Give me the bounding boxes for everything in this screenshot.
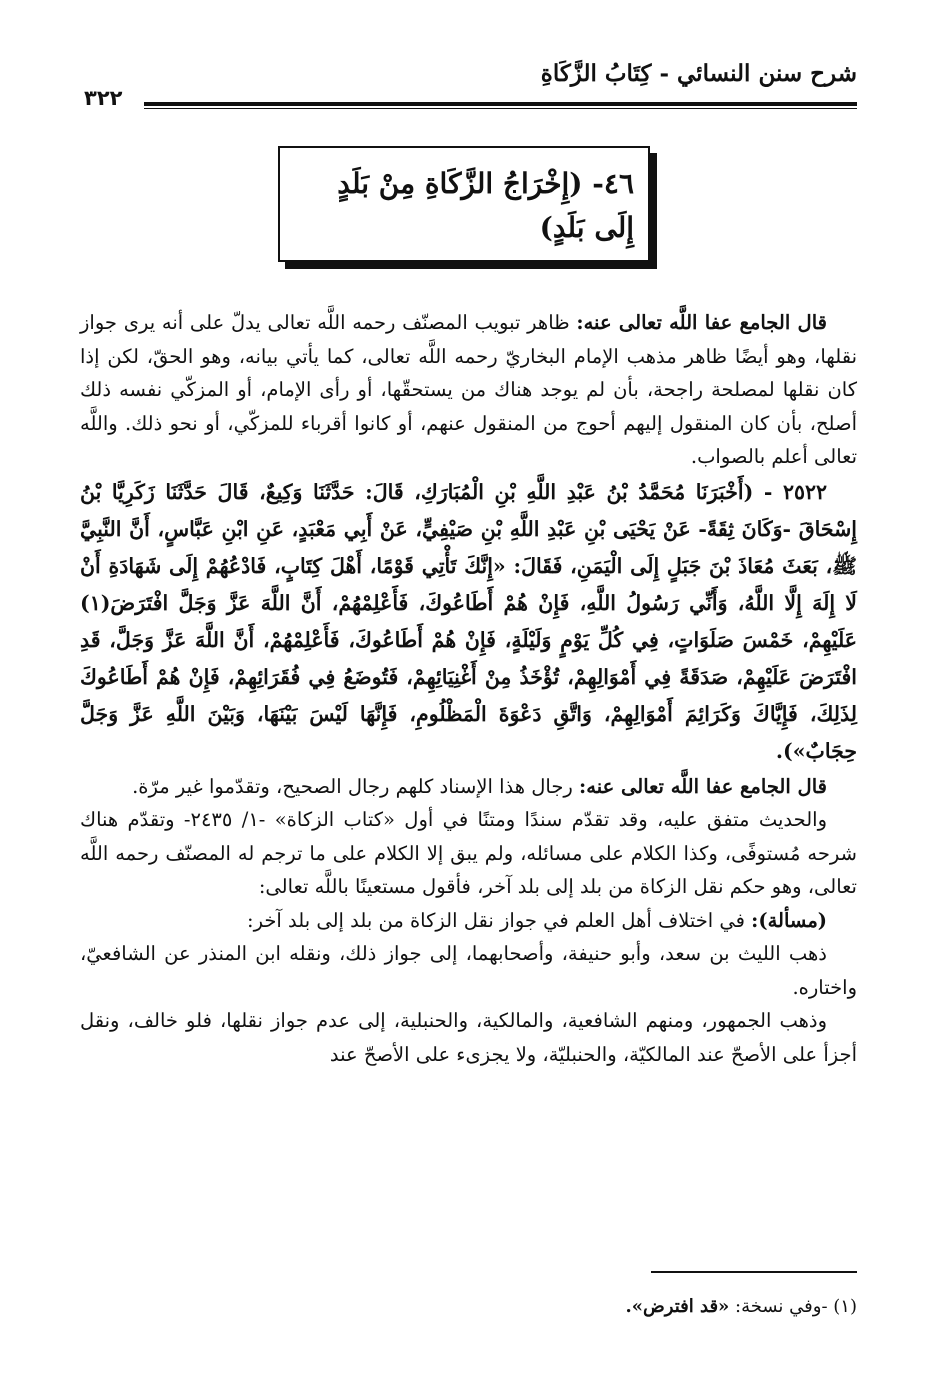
running-title: شرح سنن النسائي - كِتَابُ الزَّكَاةِ [540,60,857,87]
page-header [84,50,857,112]
footnote [625,1296,857,1317]
header-rule [144,102,857,106]
page-number: ٣٢٢ [84,86,123,110]
issue-lead: (مسألة): [751,908,827,932]
footnote-text: «قد افترض». [625,1296,730,1317]
hadith-text: ٢٥٢٢ - (أَخْبَرَنَا مُحَمَّدُ بْنُ عَبْدِ اللَّهِ بْنِ الْمُبَارَكِ، قَالَ: حَدَّثَنَا وَكِيعٌ، قَالَ حَدَّثَنَا زَكَرِيَّا بْنُ إِسْحَاقَ -وَكَانَ ثِقَةً- عَنْ يَحْيَى بْنِ عَبْدِ اللَّهِ بْنِ صَيْفِيٍّ، عَنْ أَبِي مَعْبَدٍ، عَنِ ابْنِ عَبَّاسٍ، أَنَّ النَّبِيَّ ﷺ، بَعَثَ مُعَاذَ بْنَ جَبَلٍ إِلَى الْيَمَنِ، فَقَالَ: «إِنَّكَ تَأْتِي قَوْمًا، أَهْلَ كِتَابٍ، فَادْعُهُمْ إِلَى شَهَادَةِ أَنْ لَا إِلَهَ إِلَّا اللَّهُ، وَأَنِّي رَسُولُ اللَّهِ، فَإِنْ هُمْ أَطَاعُوكَ، فَأَعْلِمْهُمْ، أَنَّ اللَّهَ عَزَّ وَجَلَّ افْتَرَضَ(١) عَلَيْهِمْ، خَمْسَ صَلَوَاتٍ، فِي كُلِّ يَوْمٍ وَلَيْلَةٍ، فَإِنْ هُمْ أَطَاعُوكَ، فَأَعْلِمْهُمْ، أَنَّ اللَّهَ عَزَّ وَجَلَّ، قَدِ افْتَرَضَ عَلَيْهِمْ، صَدَقَةً فِي أَمْوَالِهِمْ، تُؤْخَذُ مِنْ أَغْنِيَائِهِمْ، فَتُوضَعُ فِي فُقَرَائِهِمْ، فَإِنْ هُمْ أَطَاعُوكَ لِذَلِكَ، فَإِيَّاكَ وَكَرَائِمَ أَمْوَالِهِمْ، وَاتَّقِ دَعْوَةَ الْمَظْلُومِ، فَإِنَّهَا لَيْسَ بَيْنَهَا، وَبَيْنَ اللَّهِ عَزَّ وَجَلَّ حِجَابٌ»). [80,479,857,763]
chapter-heading-box [278,146,650,262]
chapter-title: ٤٦- (إِخْرَاجُ الزَّكَاةِ مِنْ بَلَدٍ إِلَى بَلَدٍ) [337,167,634,244]
commentary-paragraph [80,770,857,804]
commentary-paragraph: ذهب الليث بن سعد، وأبو حنيفة، وأصحابهما، إلى جواز ذلك، ونقله ابن المنذر عن الشافعيّ، واختاره. [80,942,857,999]
header-rule-thin [144,108,857,109]
commentary-lead: قال الجامع عفا اللَّه تعالى عنه: [579,774,827,798]
footnote-separator [651,1271,857,1273]
issue-paragraph [80,904,857,938]
commentary-paragraph [80,306,857,474]
commentary-text: ظاهر تبويب المصنّف رحمه اللَّه تعالى يدلّ على أنه يرى جواز نقلها، وهو أيضًا ظاهر مذهب الإمام البخاريّ رحمه اللَّه تعالى، كما يأتي بيانه، وهو الحقّ، لكن إذا كان نقلها لمصلحة راجحة، بأن لم يوجد هناك من يستحقّها، أو رأى الإمام، أو المزكّي نفسه ذلك أصلح، بأن كان المنقول إليهم أحوج من المنقول عنهم، أو كانوا أقرباء للمزكّي، أو نحو ذلك. واللَّه تعالى أعلم بالصواب. [80,311,857,468]
issue-text: في اختلاف أهل العلم في جواز نقل الزكاة من بلد إلى بلد آخر: [247,908,752,932]
commentary-paragraph: والحديث متفق عليه، وقد تقدّم سندًا ومتنًا في أول «كتاب الزكاة» -١/ ٢٤٣٥- وتقدّم هناك شرحه مُستوفًى، وكذا الكلام على مسائله، ولم يبق إلا الكلام على ما ترجم له المصنّف رحمه اللَّه تعالى، وهو حكم نقل الزكاة من بلد إلى بلد آخر، فأقول مستعينًا باللَّه تعالى: [80,808,857,898]
commentary-text: رجال هذا الإسناد كلهم رجال الصحيح، وتقدّموا غير مرّة. [132,774,580,798]
commentary-lead: قال الجامع عفا اللَّه تعالى عنه: [576,311,827,334]
footnote-marker: (١) -وفي نسخة: [729,1296,857,1317]
page-body [80,306,857,1071]
commentary-paragraph: وذهب الجمهور، ومنهم الشافعية، والمالكية، والحنبلية، إلى عدم جواز نقلها، فلو خالف، ونقل أجزأ على الأصحّ عند المالكيّة، والحنبليّة، ولا يجزىء على الأصحّ عند [80,1009,857,1066]
